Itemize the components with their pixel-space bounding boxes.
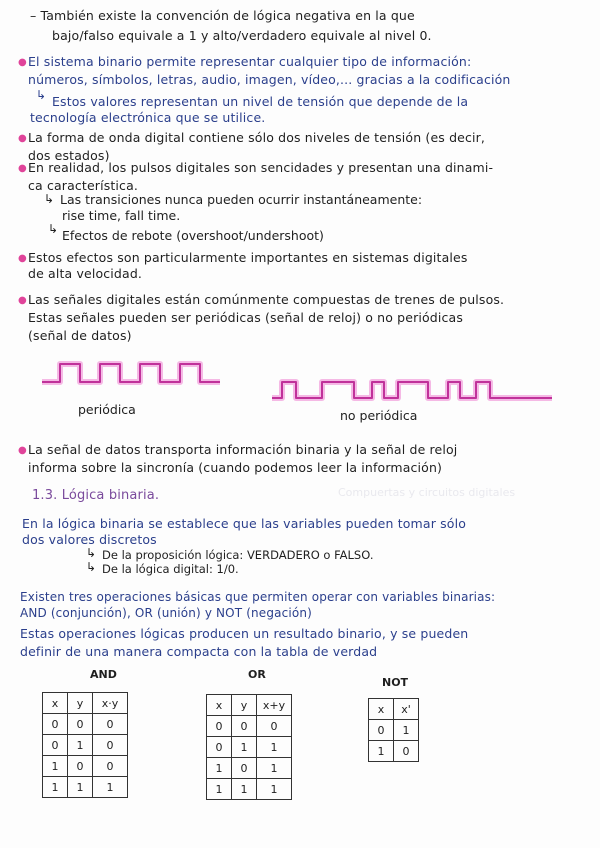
table-header-row [43, 693, 128, 714]
table-row [207, 758, 292, 779]
table-cell: 0 [43, 735, 68, 756]
note-line: Existen tres operaciones básicas que permiten operar con variables binarias: [20, 590, 496, 604]
table-row [369, 720, 419, 741]
note-line: De la lógica digital: 1/0. [102, 562, 239, 576]
note-line: Efectos de rebote (overshoot/undershoot) [62, 228, 324, 243]
note-line: (señal de datos) [28, 328, 132, 343]
table-cell: 0 [68, 714, 93, 735]
table-cell: 0 [369, 720, 394, 741]
sub-arrow-icon: ↳ [44, 192, 55, 206]
bleedthrough-text: Compuertas y circuitos digitales [338, 486, 516, 499]
sub-arrow-icon: ↳ [86, 546, 97, 560]
table-header-cell: x' [394, 699, 419, 720]
not-truth-table [368, 698, 419, 762]
table-row [43, 735, 128, 756]
table-header-row [207, 695, 292, 716]
note-line: rise time, fall time. [62, 208, 181, 223]
note-line: números, símbolos, letras, audio, imagen, vídeo,... gracias a la codificación [28, 72, 511, 87]
not-table-title: NOT [382, 676, 409, 689]
table-header-cell: x [207, 695, 232, 716]
note-line: de alta velocidad. [28, 266, 143, 281]
sub-arrow-icon: ↳ [48, 222, 59, 236]
sub-arrow-icon: ↳ [86, 560, 97, 574]
table-header-cell: x [43, 693, 68, 714]
table-cell: 1 [68, 777, 93, 798]
note-line: tecnología electrónica que se utilice. [30, 110, 266, 125]
and-table-title: AND [90, 668, 117, 681]
bullet-icon: ● [18, 57, 27, 68]
and-truth-table [42, 692, 128, 798]
table-header-cell: x+y [257, 695, 292, 716]
data-wave-highlight [272, 382, 552, 398]
bullet-icon: ● [18, 253, 27, 264]
note-line: Las transiciones nunca pueden ocurrir instantáneamente: [60, 192, 423, 207]
table-cell: 0 [93, 714, 128, 735]
table-cell: 0 [257, 716, 292, 737]
bullet-icon: ● [18, 295, 27, 306]
table-header-cell: y [232, 695, 257, 716]
table-cell: 0 [232, 758, 257, 779]
table-cell: 0 [93, 735, 128, 756]
note-line: dos valores discretos [22, 532, 157, 547]
table-cell: 1 [43, 777, 68, 798]
table-cell: 1 [43, 756, 68, 777]
table-cell: 1 [394, 720, 419, 741]
periodic-label: periódica [78, 402, 136, 417]
section-heading: 1.3. Lógica binaria. [32, 488, 160, 503]
note-line: La señal de datos transporta información binaria y la señal de reloj [28, 442, 458, 457]
table-cell: 0 [43, 714, 68, 735]
note-line: definir de una manera compacta con la tabla de verdad [20, 644, 378, 659]
bullet-icon: ● [18, 163, 27, 174]
note-line: Estos efectos son particularmente importantes en sistemas digitales [28, 250, 468, 265]
table-row [369, 741, 419, 762]
table-header-cell: y [68, 693, 93, 714]
table-cell: 1 [207, 758, 232, 779]
table-cell: 1 [93, 777, 128, 798]
table-row [207, 779, 292, 800]
note-line: bajo/falso equivale a 1 y alto/verdadero equivale al nivel 0. [52, 28, 432, 43]
table-row [207, 737, 292, 758]
table-cell: 0 [93, 756, 128, 777]
table-row [43, 714, 128, 735]
note-line: – También existe la convención de lógica negativa en la que [30, 8, 415, 23]
note-line: En realidad, los pulsos digitales son sencidades y presentan una dinami- [28, 160, 494, 175]
note-line: Estas operaciones lógicas producen un resultado binario, y se pueden [20, 626, 469, 641]
bullet-icon: ● [18, 133, 27, 144]
note-line: ca característica. [28, 178, 139, 193]
table-row [43, 777, 128, 798]
table-cell: 1 [232, 779, 257, 800]
table-cell: 1 [207, 779, 232, 800]
note-line: El sistema binario permite representar cualquier tipo de información: [28, 54, 472, 69]
table-cell: 1 [257, 779, 292, 800]
or-table-title: OR [248, 668, 266, 681]
table-row [207, 716, 292, 737]
table-cell: 1 [232, 737, 257, 758]
table-cell: 0 [68, 756, 93, 777]
table-cell: 1 [257, 737, 292, 758]
note-line: En la lógica binaria se establece que las variables pueden tomar sólo [22, 516, 466, 531]
table-cell: 1 [369, 741, 394, 762]
table-cell: 1 [68, 735, 93, 756]
or-truth-table [206, 694, 292, 800]
note-line: De la proposición lógica: VERDADERO o FALSO. [102, 548, 374, 562]
periodic-wave-highlight [42, 364, 220, 382]
table-header-cell: x [369, 699, 394, 720]
note-line: informa sobre la sincronía (cuando podemos leer la información) [28, 460, 443, 475]
table-cell: 1 [257, 758, 292, 779]
table-cell: 0 [207, 716, 232, 737]
bullet-icon: ● [18, 445, 27, 456]
table-header-row [369, 699, 419, 720]
note-line: AND (conjunción), OR (unión) y NOT (negación) [20, 606, 312, 620]
table-row [43, 756, 128, 777]
note-line: dos estados) [28, 148, 110, 163]
sub-arrow-icon: ↳ [36, 88, 47, 102]
table-cell: 0 [394, 741, 419, 762]
table-cell: 0 [232, 716, 257, 737]
note-line: Estos valores representan un nivel de tensión que depende de la [52, 94, 469, 109]
note-line: Las señales digitales están comúnmente compuestas de trenes de pulsos. [28, 292, 505, 307]
table-header-cell: x·y [93, 693, 128, 714]
non-periodic-label: no periódica [340, 408, 418, 423]
table-cell: 0 [207, 737, 232, 758]
note-line: La forma de onda digital contiene sólo dos niveles de tensión (es decir, [28, 130, 486, 145]
note-line: Estas señales pueden ser periódicas (señal de reloj) o no periódicas [28, 310, 463, 325]
